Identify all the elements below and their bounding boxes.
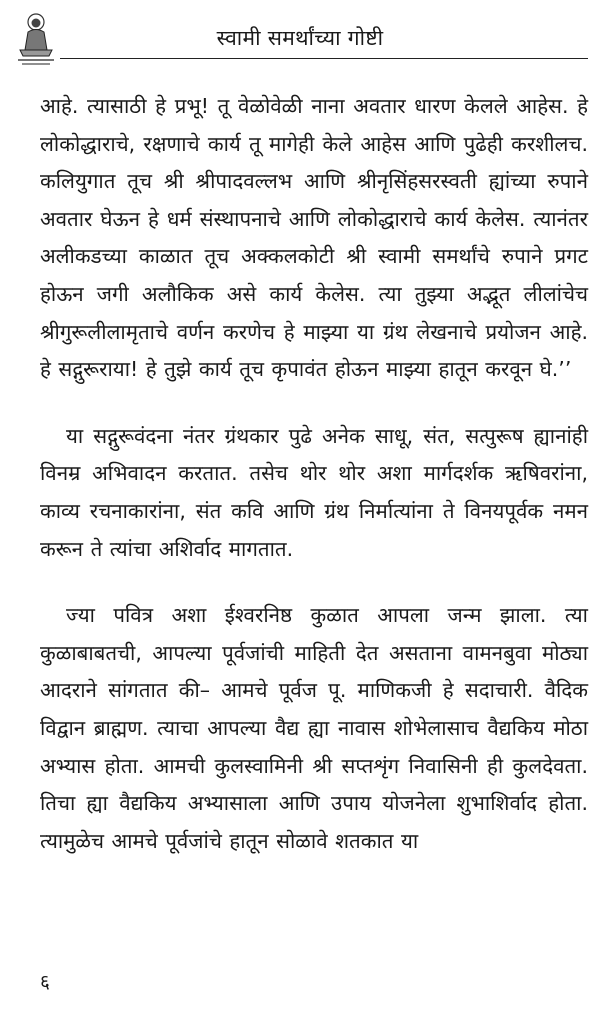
page-body	[40, 88, 588, 889]
page-header	[12, 10, 588, 72]
paragraph-3: ज्या पवित्र अशा ईश्वरनिष्ठ कुळात आपला जन्म झाला. त्या कुळाबाबतची, आपल्या पूर्वजांची माहिती देत असताना वामनबुवा मोठ्या आदराने सांगतात की– आमचे पूर्वज पू. माणिकजी हे सदाचारी. वैदिक विद्वान ब्राह्मण. त्याचा आपल्या वैद्य ह्या नावास शोभेलासाच वैद्यकिय मोठा अभ्यास होता. आमची कुलस्वामिनी श्री सप्तशृंग निवासिनी ही कुलदेवता. तिचा ह्या वैद्यकिय अभ्यासाला आणि उपाय योजनेला शुभाशिर्वाद होता. त्यामुळेच आमचे पूर्वजांचे हातून सोळावे शतकात या	[40, 603, 588, 853]
paragraph-1: आहे. त्यासाठी हे प्रभू! तू वेळोवेळी नाना अवतार धारण केलले आहेस. हे लोकोद्धाराचे, रक्षणाचे कार्य तू मागेही केले आहेस आणि पुढेही करशीलच. कलियुगात तूच श्री श्रीपादवल्लभ आणि श्रीनृसिंहसरस्वती ह्यांच्या रुपाने अवतार घेऊन हे धर्म संस्थापनाचे आणि लोकोद्धाराचे कार्य केलेस. त्यानंतर अलीकडच्या काळात तूच अक्कलकोटी श्री स्वामी समर्थांचे रुपाने प्रगट होऊन जगी अलौकिक असे कार्य केलेस. त्या तुझ्या अद्भूत लीलांचेच श्रीगुरूलीलामृताचे वर्णन करणेच हे माझ्या या ग्रंथ लेखनाचे प्रयोजन आहे. हे सद्गुरूराया! हे तुझे कार्य तूच कृपावंत होऊन माझ्या हातून करवून घे.’’	[40, 94, 588, 382]
page-number: ६	[40, 971, 50, 993]
page-title: स्वामी समर्थांच्या गोष्टी	[216, 26, 384, 50]
header-divider	[60, 58, 588, 59]
paragraph-2: या सद्गुरूवंदना नंतर ग्रंथकार पुढे अनेक साधू, संत, सत्पुरूष ह्यानांही विनम्र अभिवादन करतात. तसेच थोर थोर अशा मार्गदर्शक ऋषिवरांना, काव्य रचनाकारांना, संत कवि आणि ग्रंथ निर्मात्यांना ते विनयपूर्वक नमन करून ते त्यांचा अशिर्वाद मागतात.	[40, 423, 588, 561]
